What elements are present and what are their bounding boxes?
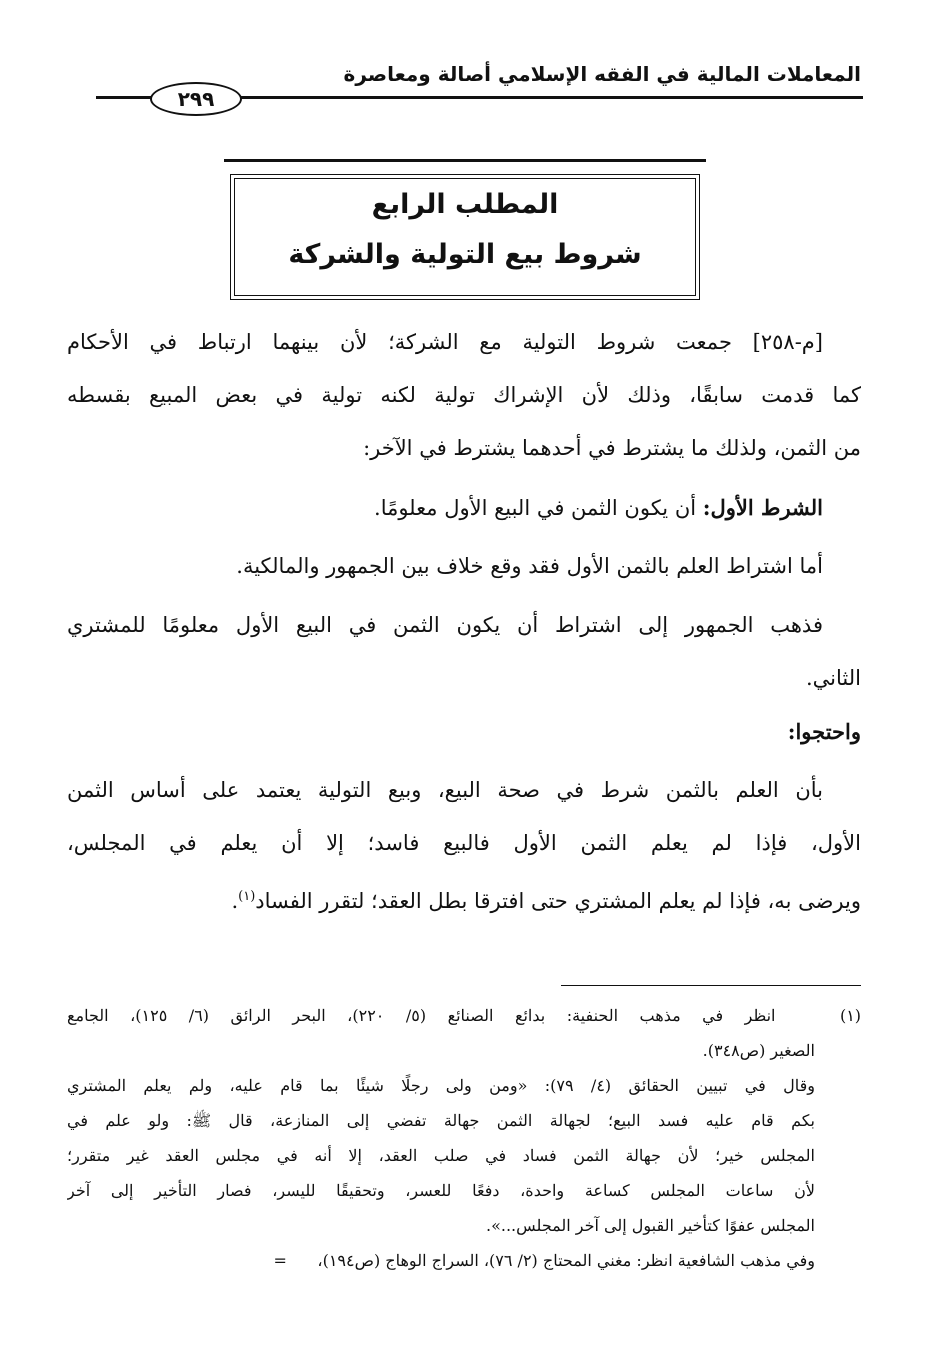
footnotes [67, 998, 861, 1278]
paragraph-5-end: . [231, 889, 239, 913]
paragraph-1-line-3: من الثمن، ولذلك ما يشترط في أحدهما يشترط في الآخر: [363, 436, 861, 460]
paragraph-5-line-1: بأن العلم بالثمن شرط في صحة البيع، وبيع التولية يعتمد على أساس الثمن [67, 778, 823, 802]
footnote-quote-line-3: المجلس خير؛ لأن جهالة الثمن فساد في صلب العقد، إلا أنه في مجلس العقد غير متقرر؛ [67, 1146, 815, 1165]
paragraph-1-line-2: كما قدمت سابقًا، وذلك لأن الإشراك تولية لكنه تولية في بعض المبيع بقسطه [67, 383, 861, 407]
condition-1-label: الشرط الأول: [702, 495, 823, 520]
footnote-separator [561, 985, 861, 986]
section-title: شروط بيع التولية والشركة [288, 239, 642, 270]
footnote-quote-line-2: بكم قام عليه فسد البيع؛ لجهالة الثمن جهالة تفضي إلى المنازعة، قال ﷺ: ولو علم في [67, 1111, 816, 1130]
page-number-badge [150, 82, 242, 116]
condition-1 [67, 481, 861, 534]
footnote-1-line-1-text: انظر في مذهب الحنفية: بدائع الصنائع (٥/ ٢٢٠)، البحر الرائق (٦/ ١٢٥)، الجامع [67, 1006, 776, 1025]
footnote-reference-1: (١) [238, 889, 256, 904]
continuation-mark: = [273, 1251, 287, 1270]
footnote-quote-line-4: لأن ساعات المجلس كساعة واحدة، دفعًا للعسر، وتحقيقًا لليسر، فصار التأخير إلى آخر [67, 1181, 815, 1200]
running-header-title: المعاملات المالية في الفقه الإسلامي أصالة ومعاصرة [343, 62, 861, 86]
argument-heading: واحتجوا: [787, 719, 861, 744]
page-number: ٢٩٩ [177, 87, 215, 111]
paragraph-3-line-1: فذهب الجمهور إلى اشتراط أن يكون الثمن في البيع الأول معلومًا للمشتري [67, 613, 823, 637]
section-heading-frame [224, 159, 706, 300]
section-subtitle: المطلب الرابع [371, 189, 559, 220]
condition-1-text: أن يكون الثمن في البيع الأول معلومًا. [374, 496, 703, 520]
paragraph-2: أما اشتراط العلم بالثمن الأول فقد وقع خلاف بين الجمهور والمالكية. [236, 554, 823, 578]
footnote-1-marker: (١) [839, 1006, 861, 1025]
section-heading-box [230, 174, 700, 300]
paragraph-3-line-2: الثاني. [806, 666, 861, 690]
footnote-1-last-text: وفي مذهب الشافعية انظر: مغني المحتاج (٢/ ٧٦)، السراج الوهاج (ص١٩٤)، [317, 1251, 815, 1270]
footnote-1-last-line [67, 1243, 861, 1278]
main-text [67, 316, 861, 923]
paragraph-1-line-1: [م-٢٥٨] جمعت شروط التولية مع الشركة؛ لأن بينهما ارتباط في الأحكام [67, 330, 823, 354]
footnote-quote-line-1: وقال في تبيين الحقائق (٤/ ٧٩): «ومن ولى رجلًا شيئًا بما قام عليه، ولم يعلم المشتري [67, 1076, 816, 1095]
footnote-1-line-2: الصغير (ص٣٤٨). [702, 1041, 815, 1060]
footnote-quote-line-5: المجلس عفوًا كتأخير القبول إلى آخر المجلس...». [485, 1216, 815, 1235]
paragraph-5-line-2: الأول، فإذا لم يعلم الثمن الأول فالبيع فاسد؛ إلا أن يعلم في المجلس، [67, 831, 861, 855]
paragraph-5-line-3-text: ويرضى به، فإذا لم يعلم المشتري حتى افترقا بطل العقد؛ لتقرر الفساد [255, 889, 861, 913]
footnote-1-line-1 [67, 998, 861, 1033]
paragraph-5-line-3 [67, 870, 861, 923]
